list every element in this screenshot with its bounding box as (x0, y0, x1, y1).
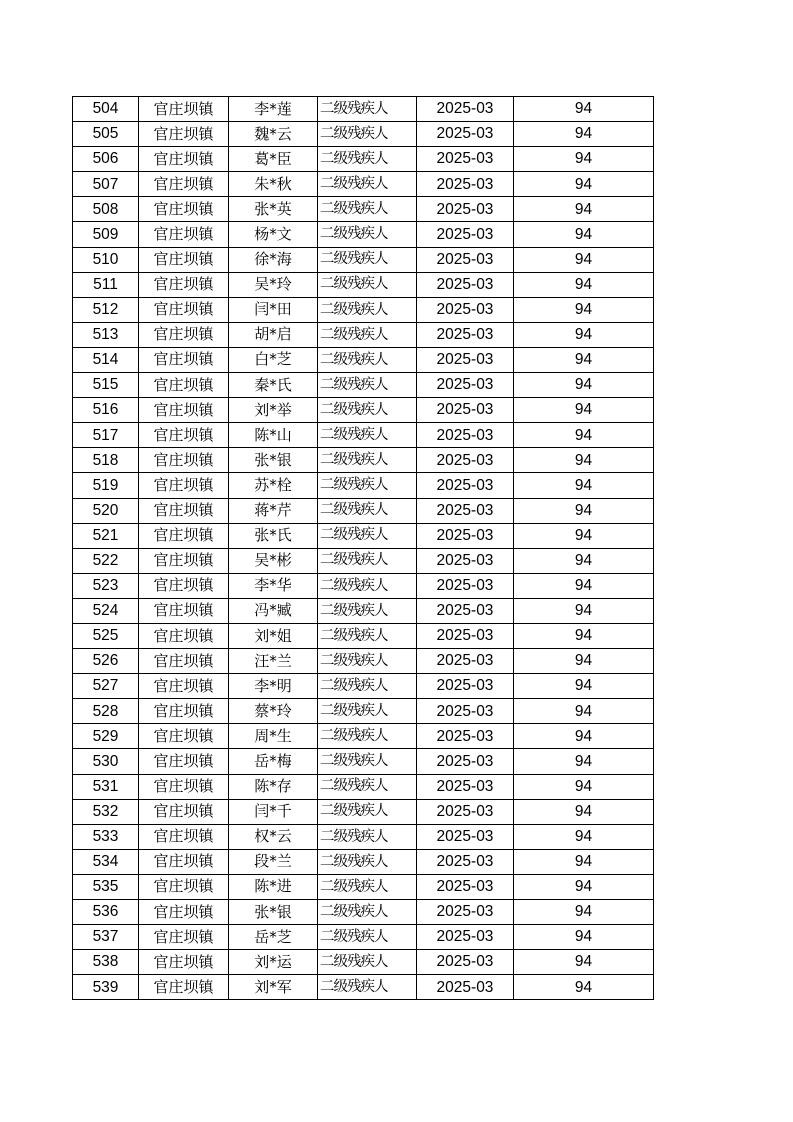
cell-month: 2025-03 (417, 874, 514, 899)
table-row (73, 498, 654, 523)
cell-person-name: 闫*千 (229, 799, 318, 824)
cell-town: 官庄坝镇 (139, 975, 229, 1000)
cell-town: 官庄坝镇 (139, 749, 229, 774)
cell-row-number: 513 (73, 322, 139, 347)
cell-row-number: 536 (73, 900, 139, 925)
table-row (73, 598, 654, 623)
table-row (73, 900, 654, 925)
table-row (73, 749, 654, 774)
cell-category: 二级残疾人 (318, 122, 417, 147)
table-row (73, 423, 654, 448)
cell-town: 官庄坝镇 (139, 950, 229, 975)
cell-month: 2025-03 (417, 774, 514, 799)
cell-month: 2025-03 (417, 122, 514, 147)
cell-person-name: 魏*云 (229, 122, 318, 147)
cell-amount: 94 (514, 573, 654, 598)
table-row (73, 649, 654, 674)
cell-row-number: 511 (73, 272, 139, 297)
cell-person-name: 吴*彬 (229, 548, 318, 573)
cell-month: 2025-03 (417, 749, 514, 774)
cell-town: 官庄坝镇 (139, 423, 229, 448)
cell-category: 二级残疾人 (318, 699, 417, 724)
cell-town: 官庄坝镇 (139, 147, 229, 172)
cell-category: 二级残疾人 (318, 774, 417, 799)
table-row (73, 699, 654, 724)
cell-town: 官庄坝镇 (139, 122, 229, 147)
cell-town: 官庄坝镇 (139, 699, 229, 724)
cell-month: 2025-03 (417, 849, 514, 874)
cell-category: 二级残疾人 (318, 573, 417, 598)
cell-row-number: 526 (73, 649, 139, 674)
cell-town: 官庄坝镇 (139, 799, 229, 824)
table-row (73, 297, 654, 322)
cell-category: 二级残疾人 (318, 849, 417, 874)
table-row (73, 799, 654, 824)
cell-category: 二级残疾人 (318, 423, 417, 448)
cell-month: 2025-03 (417, 724, 514, 749)
cell-town: 官庄坝镇 (139, 172, 229, 197)
cell-amount: 94 (514, 975, 654, 1000)
cell-person-name: 汪*兰 (229, 649, 318, 674)
cell-category: 二级残疾人 (318, 874, 417, 899)
table-row (73, 272, 654, 297)
cell-month: 2025-03 (417, 573, 514, 598)
cell-town: 官庄坝镇 (139, 849, 229, 874)
cell-town: 官庄坝镇 (139, 97, 229, 122)
cell-amount: 94 (514, 97, 654, 122)
cell-month: 2025-03 (417, 699, 514, 724)
table-row (73, 147, 654, 172)
cell-row-number: 522 (73, 548, 139, 573)
cell-category: 二级残疾人 (318, 523, 417, 548)
cell-amount: 94 (514, 473, 654, 498)
table-row (73, 523, 654, 548)
cell-person-name: 刘*举 (229, 398, 318, 423)
cell-town: 官庄坝镇 (139, 900, 229, 925)
table-row (73, 849, 654, 874)
cell-month: 2025-03 (417, 297, 514, 322)
cell-month: 2025-03 (417, 172, 514, 197)
cell-month: 2025-03 (417, 97, 514, 122)
cell-amount: 94 (514, 498, 654, 523)
cell-amount: 94 (514, 197, 654, 222)
cell-category: 二级残疾人 (318, 448, 417, 473)
cell-amount: 94 (514, 398, 654, 423)
cell-category: 二级残疾人 (318, 297, 417, 322)
cell-row-number: 530 (73, 749, 139, 774)
cell-month: 2025-03 (417, 272, 514, 297)
cell-row-number: 509 (73, 222, 139, 247)
cell-category: 二级残疾人 (318, 674, 417, 699)
cell-amount: 94 (514, 824, 654, 849)
cell-month: 2025-03 (417, 498, 514, 523)
cell-person-name: 张*银 (229, 900, 318, 925)
cell-row-number: 533 (73, 824, 139, 849)
cell-month: 2025-03 (417, 925, 514, 950)
cell-category: 二级残疾人 (318, 799, 417, 824)
cell-amount: 94 (514, 674, 654, 699)
cell-category: 二级残疾人 (318, 975, 417, 1000)
cell-person-name: 闫*田 (229, 297, 318, 322)
cell-person-name: 陈*存 (229, 774, 318, 799)
cell-person-name: 胡*启 (229, 322, 318, 347)
cell-row-number: 515 (73, 373, 139, 398)
cell-month: 2025-03 (417, 373, 514, 398)
cell-amount: 94 (514, 874, 654, 899)
cell-month: 2025-03 (417, 222, 514, 247)
cell-town: 官庄坝镇 (139, 398, 229, 423)
table-body (73, 97, 654, 1000)
cell-person-name: 张*银 (229, 448, 318, 473)
cell-person-name: 张*氏 (229, 523, 318, 548)
table-row (73, 172, 654, 197)
cell-person-name: 岳*芝 (229, 925, 318, 950)
cell-amount: 94 (514, 849, 654, 874)
cell-amount: 94 (514, 900, 654, 925)
table-row (73, 448, 654, 473)
table-row (73, 222, 654, 247)
cell-row-number: 521 (73, 523, 139, 548)
cell-amount: 94 (514, 925, 654, 950)
cell-amount: 94 (514, 423, 654, 448)
cell-town: 官庄坝镇 (139, 498, 229, 523)
cell-person-name: 段*兰 (229, 849, 318, 874)
cell-category: 二级残疾人 (318, 824, 417, 849)
cell-town: 官庄坝镇 (139, 523, 229, 548)
cell-town: 官庄坝镇 (139, 724, 229, 749)
table-row (73, 398, 654, 423)
cell-person-name: 李*明 (229, 674, 318, 699)
cell-town: 官庄坝镇 (139, 247, 229, 272)
cell-month: 2025-03 (417, 900, 514, 925)
cell-row-number: 524 (73, 598, 139, 623)
cell-person-name: 周*生 (229, 724, 318, 749)
cell-amount: 94 (514, 799, 654, 824)
cell-category: 二级残疾人 (318, 272, 417, 297)
cell-month: 2025-03 (417, 473, 514, 498)
cell-month: 2025-03 (417, 147, 514, 172)
cell-person-name: 徐*海 (229, 247, 318, 272)
cell-row-number: 518 (73, 448, 139, 473)
cell-town: 官庄坝镇 (139, 573, 229, 598)
cell-town: 官庄坝镇 (139, 347, 229, 372)
table-row (73, 347, 654, 372)
cell-town: 官庄坝镇 (139, 623, 229, 648)
cell-month: 2025-03 (417, 423, 514, 448)
cell-person-name: 刘*军 (229, 975, 318, 1000)
table-row (73, 623, 654, 648)
cell-amount: 94 (514, 598, 654, 623)
table-row (73, 548, 654, 573)
cell-person-name: 张*英 (229, 197, 318, 222)
cell-person-name: 蔡*玲 (229, 699, 318, 724)
cell-amount: 94 (514, 222, 654, 247)
cell-town: 官庄坝镇 (139, 448, 229, 473)
cell-amount: 94 (514, 122, 654, 147)
cell-row-number: 528 (73, 699, 139, 724)
cell-row-number: 539 (73, 975, 139, 1000)
cell-category: 二级残疾人 (318, 147, 417, 172)
cell-month: 2025-03 (417, 598, 514, 623)
cell-category: 二级残疾人 (318, 222, 417, 247)
cell-town: 官庄坝镇 (139, 649, 229, 674)
cell-amount: 94 (514, 272, 654, 297)
cell-category: 二级残疾人 (318, 247, 417, 272)
cell-row-number: 523 (73, 573, 139, 598)
cell-person-name: 秦*氏 (229, 373, 318, 398)
cell-row-number: 532 (73, 799, 139, 824)
cell-town: 官庄坝镇 (139, 598, 229, 623)
cell-person-name: 白*芝 (229, 347, 318, 372)
cell-row-number: 537 (73, 925, 139, 950)
cell-town: 官庄坝镇 (139, 373, 229, 398)
cell-row-number: 520 (73, 498, 139, 523)
cell-category: 二级残疾人 (318, 623, 417, 648)
table-row (73, 874, 654, 899)
cell-category: 二级残疾人 (318, 347, 417, 372)
cell-row-number: 505 (73, 122, 139, 147)
cell-month: 2025-03 (417, 398, 514, 423)
cell-amount: 94 (514, 749, 654, 774)
cell-amount: 94 (514, 774, 654, 799)
cell-person-name: 苏*栓 (229, 473, 318, 498)
cell-person-name: 刘*运 (229, 950, 318, 975)
cell-row-number: 512 (73, 297, 139, 322)
cell-category: 二级残疾人 (318, 473, 417, 498)
cell-amount: 94 (514, 297, 654, 322)
table-row (73, 122, 654, 147)
cell-category: 二级残疾人 (318, 97, 417, 122)
cell-month: 2025-03 (417, 448, 514, 473)
cell-town: 官庄坝镇 (139, 297, 229, 322)
cell-category: 二级残疾人 (318, 950, 417, 975)
cell-row-number: 510 (73, 247, 139, 272)
table-row (73, 975, 654, 1000)
cell-town: 官庄坝镇 (139, 548, 229, 573)
cell-row-number: 519 (73, 473, 139, 498)
cell-amount: 94 (514, 699, 654, 724)
cell-amount: 94 (514, 448, 654, 473)
cell-row-number: 531 (73, 774, 139, 799)
cell-town: 官庄坝镇 (139, 322, 229, 347)
cell-month: 2025-03 (417, 247, 514, 272)
cell-category: 二级残疾人 (318, 548, 417, 573)
cell-person-name: 杨*文 (229, 222, 318, 247)
cell-row-number: 525 (73, 623, 139, 648)
cell-row-number: 506 (73, 147, 139, 172)
cell-category: 二级残疾人 (318, 498, 417, 523)
cell-month: 2025-03 (417, 799, 514, 824)
cell-amount: 94 (514, 322, 654, 347)
cell-row-number: 504 (73, 97, 139, 122)
cell-town: 官庄坝镇 (139, 197, 229, 222)
cell-category: 二级残疾人 (318, 649, 417, 674)
cell-row-number: 527 (73, 674, 139, 699)
cell-person-name: 蒋*芹 (229, 498, 318, 523)
cell-person-name: 李*华 (229, 573, 318, 598)
cell-row-number: 507 (73, 172, 139, 197)
table-row (73, 197, 654, 222)
cell-row-number: 529 (73, 724, 139, 749)
cell-person-name: 冯*臧 (229, 598, 318, 623)
cell-category: 二级残疾人 (318, 749, 417, 774)
table-row (73, 322, 654, 347)
cell-category: 二级残疾人 (318, 598, 417, 623)
cell-row-number: 516 (73, 398, 139, 423)
cell-person-name: 陈*山 (229, 423, 318, 448)
cell-row-number: 538 (73, 950, 139, 975)
cell-town: 官庄坝镇 (139, 674, 229, 699)
cell-amount: 94 (514, 247, 654, 272)
table-row (73, 573, 654, 598)
cell-amount: 94 (514, 724, 654, 749)
cell-town: 官庄坝镇 (139, 925, 229, 950)
cell-category: 二级残疾人 (318, 724, 417, 749)
cell-month: 2025-03 (417, 523, 514, 548)
cell-row-number: 517 (73, 423, 139, 448)
cell-category: 二级残疾人 (318, 398, 417, 423)
data-table (72, 96, 654, 1000)
cell-amount: 94 (514, 172, 654, 197)
cell-person-name: 权*云 (229, 824, 318, 849)
cell-town: 官庄坝镇 (139, 222, 229, 247)
cell-person-name: 李*莲 (229, 97, 318, 122)
cell-month: 2025-03 (417, 347, 514, 372)
cell-category: 二级残疾人 (318, 322, 417, 347)
cell-town: 官庄坝镇 (139, 874, 229, 899)
table-row (73, 774, 654, 799)
cell-town: 官庄坝镇 (139, 473, 229, 498)
cell-person-name: 朱*秋 (229, 172, 318, 197)
table-row (73, 724, 654, 749)
cell-month: 2025-03 (417, 824, 514, 849)
cell-category: 二级残疾人 (318, 197, 417, 222)
cell-town: 官庄坝镇 (139, 272, 229, 297)
cell-month: 2025-03 (417, 975, 514, 1000)
cell-town: 官庄坝镇 (139, 824, 229, 849)
cell-month: 2025-03 (417, 322, 514, 347)
table-row (73, 925, 654, 950)
cell-amount: 94 (514, 548, 654, 573)
cell-amount: 94 (514, 950, 654, 975)
cell-town: 官庄坝镇 (139, 774, 229, 799)
cell-category: 二级残疾人 (318, 925, 417, 950)
cell-category: 二级残疾人 (318, 900, 417, 925)
cell-month: 2025-03 (417, 197, 514, 222)
table-row (73, 247, 654, 272)
cell-row-number: 514 (73, 347, 139, 372)
cell-month: 2025-03 (417, 674, 514, 699)
cell-person-name: 刘*姐 (229, 623, 318, 648)
table-row (73, 950, 654, 975)
cell-person-name: 岳*梅 (229, 749, 318, 774)
cell-category: 二级残疾人 (318, 373, 417, 398)
cell-month: 2025-03 (417, 548, 514, 573)
table-row (73, 674, 654, 699)
cell-amount: 94 (514, 347, 654, 372)
table-row (73, 473, 654, 498)
cell-month: 2025-03 (417, 649, 514, 674)
cell-row-number: 534 (73, 849, 139, 874)
cell-amount: 94 (514, 623, 654, 648)
cell-person-name: 陈*进 (229, 874, 318, 899)
cell-category: 二级残疾人 (318, 172, 417, 197)
cell-person-name: 吴*玲 (229, 272, 318, 297)
cell-month: 2025-03 (417, 623, 514, 648)
table-row (73, 373, 654, 398)
cell-row-number: 508 (73, 197, 139, 222)
cell-row-number: 535 (73, 874, 139, 899)
cell-amount: 94 (514, 523, 654, 548)
cell-amount: 94 (514, 649, 654, 674)
cell-amount: 94 (514, 147, 654, 172)
cell-month: 2025-03 (417, 950, 514, 975)
cell-person-name: 葛*臣 (229, 147, 318, 172)
table-row (73, 824, 654, 849)
cell-amount: 94 (514, 373, 654, 398)
table-row (73, 97, 654, 122)
